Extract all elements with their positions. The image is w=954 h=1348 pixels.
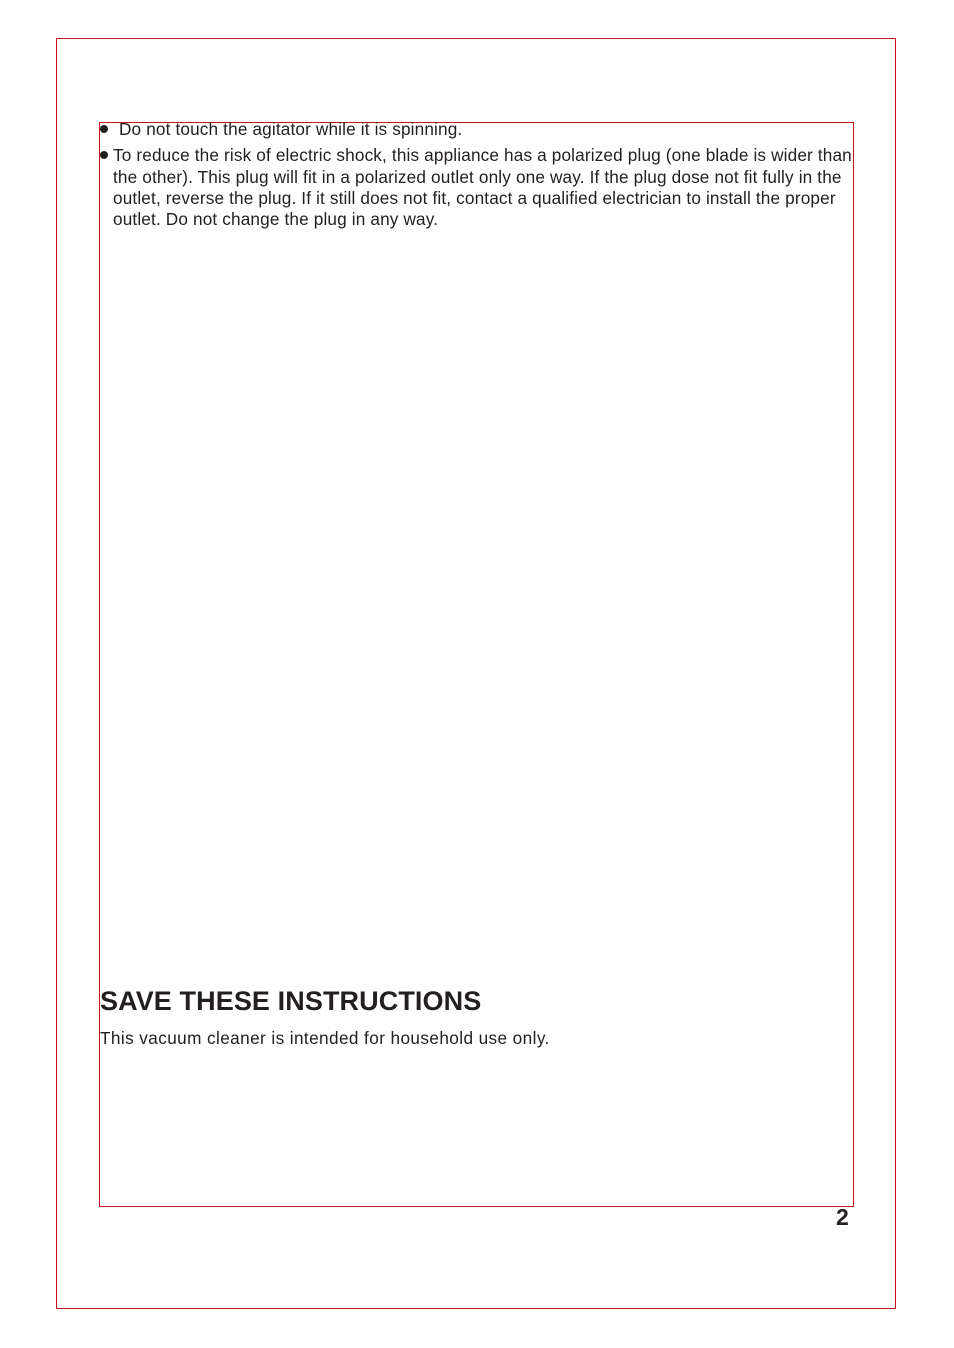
section-body-text: This vacuum cleaner is intended for household use only.: [100, 1028, 550, 1048]
page-number: 2: [836, 1204, 849, 1230]
bullet-text: Do not touch the agitator while it is spinning.: [119, 119, 463, 139]
bullet-item-polarized-plug: [99, 145, 859, 230]
bullet-item-agitator: [99, 119, 859, 140]
safety-bullet-list: [99, 119, 859, 235]
bullet-dot-icon: [100, 125, 108, 133]
bullet-text: To reduce the risk of electric shock, this appliance has a polarized plug (one blade is wider than the other). This plug will fit in a polarized outlet only one way. If the plug dose not fit fully in the outlet, reverse the plug. If it still does not fit, contact a qualified electrician to install the proper outlet. Do not change the plug in any way.: [113, 145, 852, 230]
section-heading: SAVE THESE INSTRUCTIONS: [100, 986, 482, 1016]
bullet-dot-icon: [100, 151, 108, 159]
